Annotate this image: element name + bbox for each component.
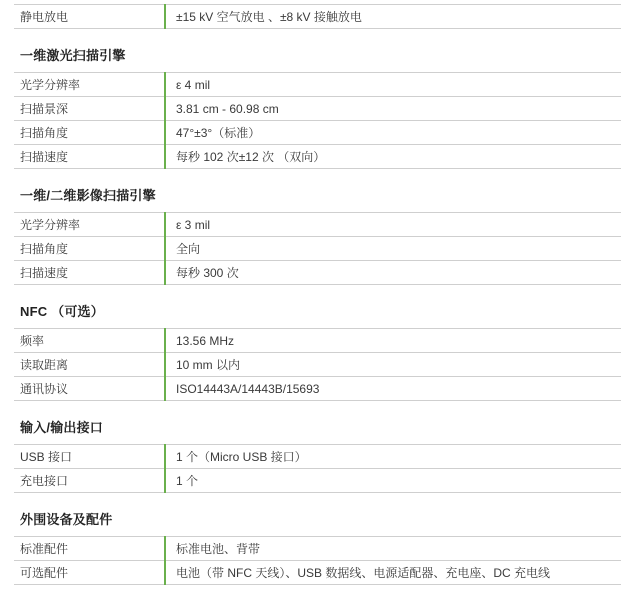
spec-label: 充电接口	[14, 469, 165, 493]
table-row	[14, 561, 621, 585]
section-nfc: NFC （可选）	[20, 304, 104, 319]
spec-value: 标准电池、背带	[165, 537, 621, 561]
spec-label: 读取距离	[14, 353, 165, 377]
section-1d-laser: 一维激光扫描引擎	[20, 48, 126, 63]
table-row	[14, 237, 621, 261]
table-row	[14, 145, 621, 169]
spec-value: ε 4 mil	[165, 73, 621, 97]
spec-value: 每秒 300 次	[165, 261, 621, 285]
spec-value: 每秒 102 次±12 次 （双向）	[165, 145, 621, 169]
table-row	[14, 261, 621, 285]
esd-table	[14, 4, 621, 29]
table-row	[14, 5, 621, 29]
section-io: 输入/输出接口	[20, 420, 104, 435]
spec-label: 通讯协议	[14, 377, 165, 401]
spec-label: 频率	[14, 329, 165, 353]
table-row	[14, 353, 621, 377]
spec-value: 10 mm 以内	[165, 353, 621, 377]
table-row	[14, 97, 621, 121]
spec-value: ε 3 mil	[165, 213, 621, 237]
spec-label: 扫描景深	[14, 97, 165, 121]
table-row	[14, 445, 621, 469]
spec-label: 光学分辨率	[14, 213, 165, 237]
spec-value: 13.56 MHz	[165, 329, 621, 353]
table-row	[14, 73, 621, 97]
imaging-engine-table	[14, 212, 621, 285]
io-table	[14, 444, 621, 493]
nfc-table	[14, 328, 621, 401]
spec-value: ±15 kV 空气放电 、±8 kV 接触放电	[165, 5, 621, 29]
spec-label: 光学分辨率	[14, 73, 165, 97]
spec-value: 3.81 cm - 60.98 cm	[165, 97, 621, 121]
table-row	[14, 213, 621, 237]
spec-content	[14, 4, 607, 585]
spec-value: 1 个	[165, 469, 621, 493]
spec-value: 全向	[165, 237, 621, 261]
spec-value: 47°±3°（标准）	[165, 121, 621, 145]
table-row	[14, 537, 621, 561]
laser-engine-table	[14, 72, 621, 169]
accessories-table	[14, 536, 621, 585]
spec-label: 扫描速度	[14, 145, 165, 169]
spec-label: 扫描角度	[14, 237, 165, 261]
section-accessories: 外围设备及配件	[20, 512, 113, 527]
table-row	[14, 121, 621, 145]
table-row	[14, 329, 621, 353]
spec-label: USB 接口	[14, 445, 165, 469]
section-imaging-engine: 一维/二维影像扫描引擎	[20, 188, 156, 203]
spec-label: 可选配件	[14, 561, 165, 585]
spec-value: ISO14443A/14443B/15693	[165, 377, 621, 401]
spec-label: 扫描速度	[14, 261, 165, 285]
spec-label: 标准配件	[14, 537, 165, 561]
spec-value: 1 个（Micro USB 接口）	[165, 445, 621, 469]
spec-label: 静电放电	[14, 5, 165, 29]
table-row	[14, 377, 621, 401]
table-row	[14, 469, 621, 493]
spec-label: 扫描角度	[14, 121, 165, 145]
spec-value: 电池（带 NFC 天线）、USB 数据线、电源适配器、充电座、DC 充电线	[165, 561, 621, 585]
